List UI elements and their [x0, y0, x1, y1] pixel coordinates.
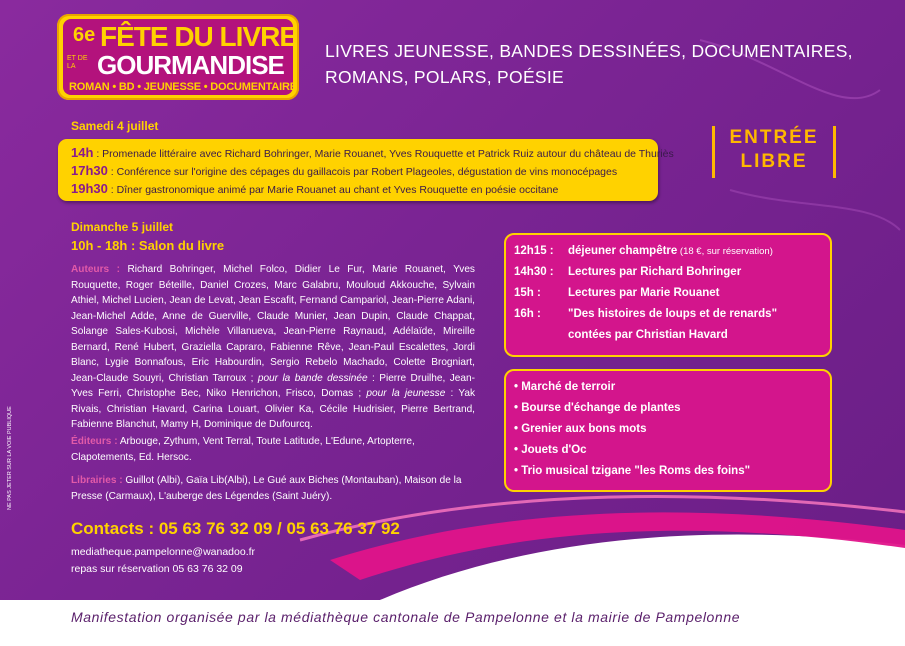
logo-genres: ROMAN • BD • JEUNESSE • DOCUMENTAIRE — [69, 81, 297, 93]
repas-reservation: repas sur réservation 05 63 76 32 09 — [71, 563, 243, 575]
entree-line2: LIBRE — [740, 151, 808, 172]
bd-text: : Pierre Druilhe, Jean-Yves Ferri, Christophe Bec, Niko Henrichon, Frisco, Domas ; — [71, 372, 475, 399]
program-text: contées par Christian Havard — [568, 329, 728, 341]
authors-text: Richard Bohringer, Michel Folco, Didier Le Fur, Marie Rouanet, Yves Rouquette, Roger Béteille, Daniel Crozes, Marc Galabru, Mouloud Akkouche, Sylvain Athiel, Michel Lucien, Jean de Levat, Jean Escafit, Fernand Campariol, Jean-Pierre Adani, Jean-Michel Adde, Anne de Guerville, Claude Munier, Jean Dupin, Claude Chappat, Solange Sales-Kubosi, Michèle Villanueva, Jean-Pierre Raynaud, Adélaïde, Mireille Bernard, René Hubert, Graziella Capraro, Fabienne Rêve, Jean-Paul Escalettes, Jordi Blanc, Lygie Bonnafous, Eric Habourdin, Sergio Rebelo Machado, Colette Brogniart, Jean-Claude Souyri, Christian Tarroux ; — [71, 264, 475, 384]
side-notice — [4, 382, 14, 512]
jeunesse-text: : Yak Rivais, Christian Havard, Carina Louart, Olivier Ka, Cécile Hudrisier, Pierre Bertrand, Fabienne Blanchut, Mamy H, Dominique de Dufourcq. — [71, 388, 475, 430]
activity-item: • Trio musical tzigane "les Roms des foins" — [514, 465, 751, 477]
jeunesse-label: pour la jeunesse — [366, 388, 446, 399]
footer-organiser: Manifestation organisée par la médiathèque cantonale de Pampelonne et la mairie de Pampelonne — [71, 609, 741, 625]
activity-item: • Bourse d'échange de plantes — [514, 402, 681, 414]
logo-title-line2: GOURMANDISE — [97, 50, 284, 80]
program-text: Lectures par Marie Rouanet — [568, 287, 720, 299]
program-item — [514, 266, 741, 278]
tagline-line1: LIVRES JEUNESSE, BANDES DESSINÉES, DOCUMENTAIRES, — [325, 41, 853, 61]
librairies-label: Librairies : — [71, 475, 123, 486]
contact-email[interactable]: mediatheque.pampelonne@wanadoo.fr — [71, 546, 256, 558]
logo-et-de-la: ET DE LA — [67, 55, 88, 70]
saturday-item — [71, 181, 558, 196]
entree-line1: ENTRÉE — [729, 127, 819, 148]
program-text: Lectures par Richard Bohringer — [568, 266, 742, 278]
logo-edition: 6e — [73, 24, 96, 46]
sunday-program-box — [504, 233, 832, 357]
tagline — [325, 38, 885, 90]
activity-item: • Grenier aux bons mots — [514, 423, 647, 435]
librairies-text: Guillot (Albi), Gaïa Lib(Albi), Le Gué aux Biches (Montauban), Maison de la Presse (Carmaux), L'auberge des Légendes (Saint Juéry). — [71, 475, 462, 502]
activity-item: • Jouets d'Oc — [514, 444, 587, 456]
saturday-item-text: : Conférence sur l'origine des cépages du gaillacois par Robert Plageoles, dégustation de vins monocépages — [107, 166, 618, 178]
tagline-line2: ROMANS, POLARS, POÉSIE — [325, 67, 565, 87]
saturday-item-time: 14h — [71, 145, 94, 160]
saturday-item-text: : Promenade littéraire avec Richard Bohringer, Marie Rouanet, Yves Rouquette et Patrick Ruiz autour du château de Thuriès — [93, 148, 674, 160]
program-note: (18 €, sur réservation) — [677, 246, 773, 257]
program-time: 12h15 : — [514, 245, 554, 257]
program-item — [514, 287, 719, 299]
saturday-item-time: 17h30 — [71, 163, 108, 178]
saturday-item-text: : Dîner gastronomique animé par Marie Rouanet au chant et Yves Rouquette en poésie occitane — [107, 184, 559, 196]
sunday-subheading: 10h - 18h : Salon du livre — [71, 238, 225, 253]
activities-box — [504, 369, 832, 492]
program-time: 16h : — [514, 308, 541, 320]
editeurs-text: Arbouge, Zythum, Vent Terral, Toute Latitude, L'Edune, Artopterre, Clapotements, Ed. Hersoc. — [71, 436, 415, 463]
sunday-heading: Dimanche 5 juillet — [71, 220, 174, 234]
festival-logo — [57, 14, 299, 100]
saturday-heading: Samedi 4 juillet — [71, 119, 159, 133]
program-item — [514, 245, 773, 257]
saturday-item — [71, 163, 617, 178]
editeurs-label: Éditeurs : — [71, 436, 118, 447]
entree-libre-badge — [712, 126, 836, 178]
contacts-phones: Contacts : 05 63 76 32 09 / 05 63 76 37 92 — [71, 519, 400, 538]
activity-item: • Marché de terroir — [514, 381, 616, 393]
program-time: 14h30 : — [514, 266, 554, 278]
side-notice-text: NE PAS JETER SUR LA VOIE PUBLIQUE — [7, 406, 13, 510]
program-item — [514, 308, 777, 320]
program-time: 15h : — [514, 287, 541, 299]
editeurs-paragraph — [71, 434, 475, 465]
saturday-item-time: 19h30 — [71, 181, 108, 196]
saturday-program-box — [58, 139, 674, 201]
program-text: déjeuner champêtre — [568, 245, 678, 257]
program-item — [514, 329, 728, 341]
authors-label: Auteurs : — [71, 264, 120, 275]
authors-paragraph — [71, 262, 475, 433]
logo-title-line1: FÊTE DU LIVRE — [100, 21, 298, 52]
librairies-paragraph — [71, 473, 475, 504]
saturday-item — [71, 145, 674, 160]
bd-label: pour la bande dessinée — [257, 372, 368, 384]
program-text: "Des histoires de loups et de renards" — [568, 308, 778, 320]
